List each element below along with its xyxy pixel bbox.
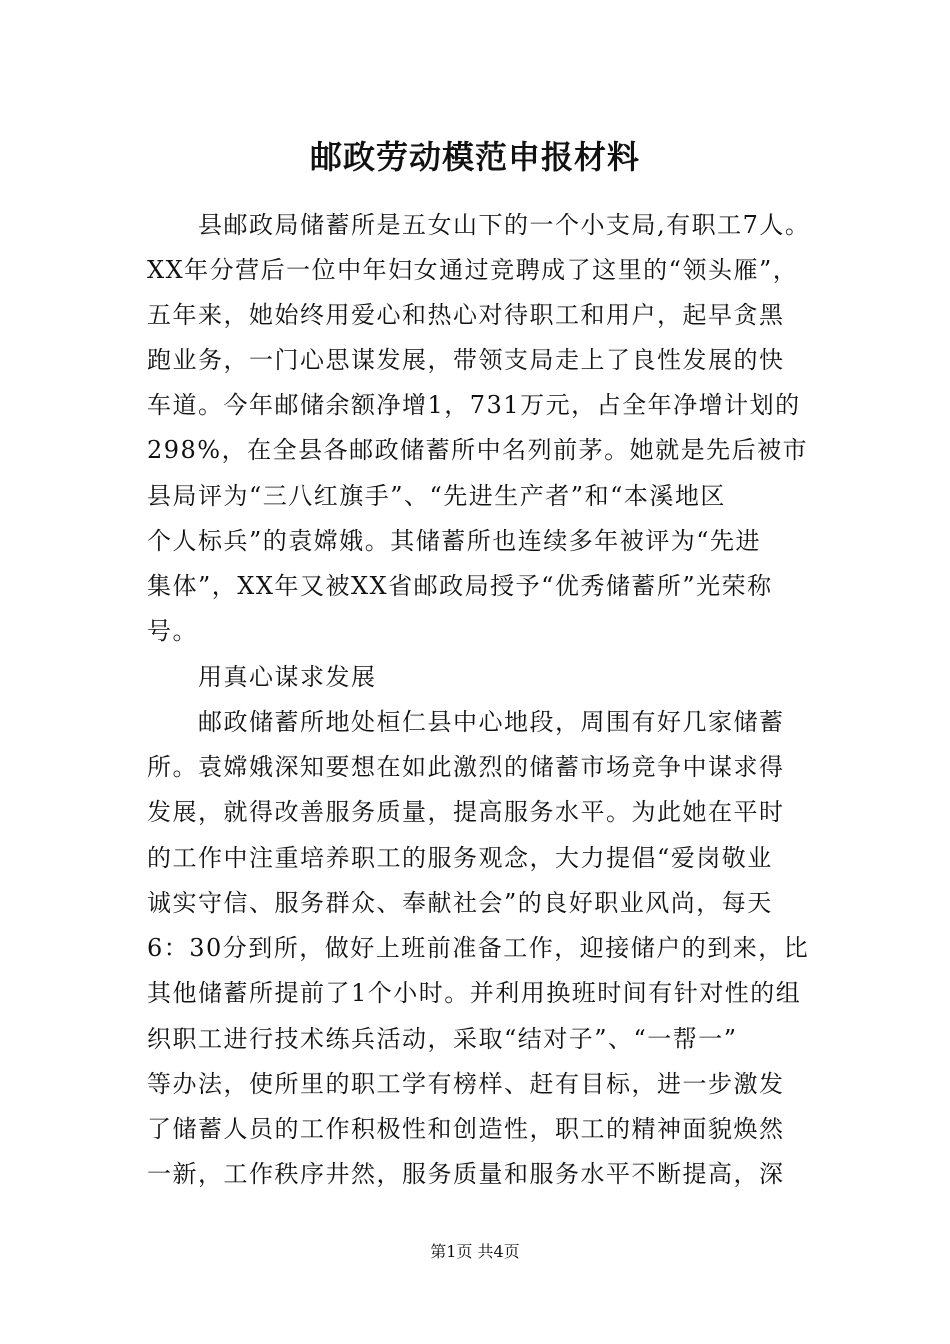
body-line: 个人标兵”的袁嫦娥。其储蓄所也连续多年被评为“先进 bbox=[147, 527, 762, 555]
document-title: 邮政劳动模范申报材料 bbox=[309, 138, 640, 176]
body-line: 诚实守信、服务群众、奉献社会”的良好职业风尚，每天 bbox=[147, 889, 773, 917]
body-line: 邮政储蓄所地处桓仁县中心地段，周围有好几家储蓄 bbox=[147, 708, 785, 736]
body-line: 五年来，她始终用爱心和热心对待职工和用户，起早贪黑 bbox=[147, 301, 785, 329]
page-footer: 第1页 共4页 bbox=[430, 1242, 520, 1261]
body-line: 一新，工作秩序井然，服务质量和服务水平不断提高，深 bbox=[147, 1160, 785, 1188]
body-line: 了储蓄人员的工作积极性和创造性，职工的精神面貌焕然 bbox=[147, 1115, 785, 1143]
body-line: 等办法，使所里的职工学有榜样、赶有目标，进一步激发 bbox=[147, 1070, 785, 1098]
section-heading: 用真心谋求发展 bbox=[147, 663, 377, 691]
body-line: 的工作中注重培养职工的服务观念，大力提倡“爱岗敬业 bbox=[147, 844, 773, 872]
body-line: 298%，在全县各邮政储蓄所中名列前茅。她就是先后被市 bbox=[147, 436, 809, 464]
body-line: 车道。今年邮储余额净增1，731万元，占全年净增计划的 bbox=[147, 391, 801, 419]
body-line: 集体”，XX年又被XX省邮政局授予“优秀储蓄所”光荣称 bbox=[147, 572, 773, 600]
body-line: 号。 bbox=[147, 617, 198, 645]
body-line: XX年分营后一位中年妇女通过竞聘成了这里的“领头雁”， bbox=[147, 256, 799, 284]
body-line: 织职工进行技术练兵活动，采取“结对子”、“一帮一” bbox=[147, 1025, 738, 1053]
body-line: 其他储蓄所提前了1个小时。并利用换班时间有针对性的组 bbox=[147, 979, 802, 1007]
body-line: 所。袁嫦娥深知要想在如此激烈的储蓄市场竞争中谋求得 bbox=[147, 753, 785, 781]
body-line: 跑业务，一门心思谋发展，带领支局走上了良性发展的快 bbox=[147, 346, 785, 374]
body-line: 发展，就得改善服务质量，提高服务水平。为此她在平时 bbox=[147, 798, 785, 826]
body-line: 县邮政局储蓄所是五女山下的一个小支局,有职工7人。 bbox=[147, 211, 811, 239]
body-line: 县局评为“三八红旗手”、“先进生产者”和“本溪地区 bbox=[147, 482, 726, 510]
body-line: 6：30分到所，做好上班前准备工作，迎接储户的到来，比 bbox=[147, 934, 810, 962]
